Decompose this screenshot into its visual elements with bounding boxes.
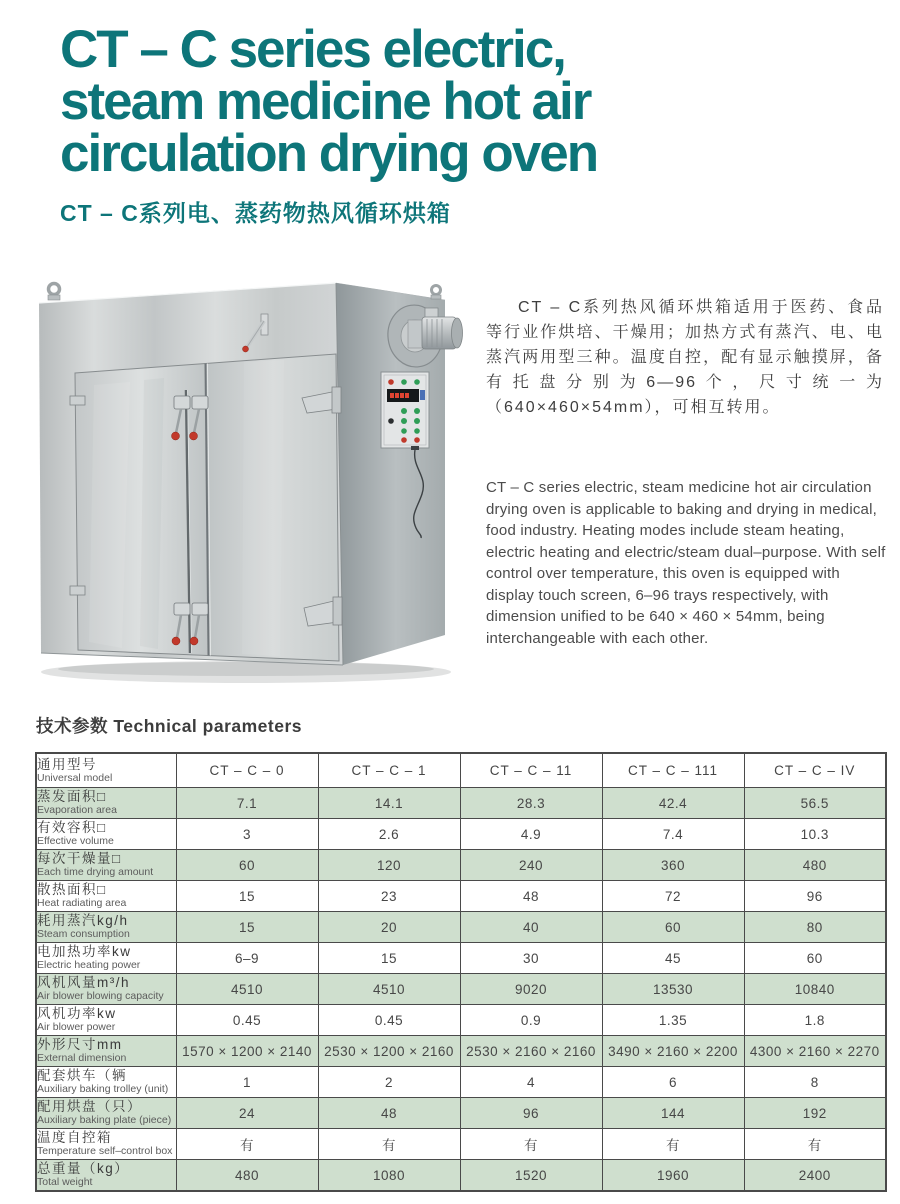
value-cell: 1960 xyxy=(602,1160,744,1192)
table-header-row xyxy=(36,753,886,788)
value-cell: 7.1 xyxy=(176,788,318,819)
row-label-cn: 配套烘车（辆 xyxy=(37,1068,127,1084)
intro-paragraph-cn: CT – C系列热风循环烘箱适用于医药、食品等行业作烘培、干燥用；加热方式有蒸汽、电、电蒸汽两用型三种。温度自控，配有显示触摸屏，备有托盘分别为6—96个，尺寸统一为（640×460×54mm），可相互转用。 xyxy=(486,299,884,416)
value-cell: 28.3 xyxy=(460,788,602,819)
value-cell: 15 xyxy=(318,943,460,974)
row-label-en: Air blower power xyxy=(37,1021,116,1034)
row-label-en: Total weight xyxy=(37,1176,93,1189)
table-row xyxy=(36,1036,886,1067)
column-header-model: CT – C – 0 xyxy=(176,753,318,788)
value-cell: 1 xyxy=(176,1067,318,1098)
row-label-cn: 散热面积□ xyxy=(37,882,107,898)
row-label xyxy=(36,1098,176,1129)
row-label-cn: 外形尺寸mm xyxy=(37,1037,123,1053)
value-cell: 120 xyxy=(318,850,460,881)
row-label xyxy=(36,850,176,881)
value-cell: 60 xyxy=(176,850,318,881)
value-cell: 有 xyxy=(602,1129,744,1160)
value-cell: 有 xyxy=(460,1129,602,1160)
value-cell: 24 xyxy=(176,1098,318,1129)
column-header-model: CT – C – 1 xyxy=(318,753,460,788)
table-row xyxy=(36,881,886,912)
row-label xyxy=(36,943,176,974)
row-label xyxy=(36,881,176,912)
value-cell: 60 xyxy=(744,943,886,974)
table-row xyxy=(36,943,886,974)
value-cell: 10.3 xyxy=(744,819,886,850)
row-label-cn: 总重量（kg） xyxy=(37,1161,130,1177)
table-row xyxy=(36,819,886,850)
value-cell: 7.4 xyxy=(602,819,744,850)
value-cell: 96 xyxy=(460,1098,602,1129)
table-row xyxy=(36,1005,886,1036)
row-label-cn: 蒸发面积□ xyxy=(37,789,107,805)
value-cell: 3490 × 2160 × 2200 xyxy=(602,1036,744,1067)
value-cell: 2530 × 1200 × 2160 xyxy=(318,1036,460,1067)
row-label-en: Effective volume xyxy=(37,835,114,848)
table-row xyxy=(36,1160,886,1192)
row-label-en: Air blower blowing capacity xyxy=(37,990,164,1003)
row-label-en: Temperature self–control box xyxy=(37,1145,173,1158)
page-title-line-2: steam medicine hot air xyxy=(60,72,591,131)
value-cell: 1520 xyxy=(460,1160,602,1192)
column-header-model: CT – C – 11 xyxy=(460,753,602,788)
row-label xyxy=(36,1129,176,1160)
value-cell: 14.1 xyxy=(318,788,460,819)
intro-paragraph-en: CT – C series electric, steam medicine hot air circulation drying oven is applicable to baking and drying in medical, food industry. Heating modes include steam heating, electric heating and electric/steam dual–purpose. With self control over temperature, this oven is equipped with display touch screen, 6–96 trays respectively, with dimension unified to be 640 × 460 × 54mm, being interchangeable with each other. xyxy=(486,479,886,647)
value-cell: 96 xyxy=(744,881,886,912)
value-cell: 3 xyxy=(176,819,318,850)
control-panel xyxy=(381,372,429,448)
value-cell: 192 xyxy=(744,1098,886,1129)
value-cell: 1.35 xyxy=(602,1005,744,1036)
value-cell: 0.45 xyxy=(176,1005,318,1036)
value-cell: 1080 xyxy=(318,1160,460,1192)
value-cell: 2 xyxy=(318,1067,460,1098)
row-label-cn: 有效容积□ xyxy=(37,820,107,836)
value-cell: 2530 × 2160 × 2160 xyxy=(460,1036,602,1067)
row-label xyxy=(36,974,176,1005)
value-cell: 0.9 xyxy=(460,1005,602,1036)
oven-illustration xyxy=(34,270,472,692)
header-label-en: Universal model xyxy=(37,771,113,784)
value-cell: 0.45 xyxy=(318,1005,460,1036)
floor-shadow xyxy=(41,661,451,683)
value-cell: 60 xyxy=(602,912,744,943)
table-row xyxy=(36,912,886,943)
value-cell: 4300 × 2160 × 2270 xyxy=(744,1036,886,1067)
row-label-cn: 温度自控箱 xyxy=(37,1130,112,1146)
row-label-cn: 电加热功率kw xyxy=(37,944,132,960)
value-cell: 480 xyxy=(744,850,886,881)
row-label-en: External dimension xyxy=(37,1052,127,1065)
value-cell: 48 xyxy=(460,881,602,912)
page-subtitle-cn: CT – C系列电、蒸药物热风循环烘箱 xyxy=(60,200,451,226)
value-cell: 4510 xyxy=(176,974,318,1005)
row-label xyxy=(36,912,176,943)
column-header-universal-model xyxy=(36,753,176,788)
table-row xyxy=(36,1098,886,1129)
product-image xyxy=(34,270,472,692)
value-cell: 23 xyxy=(318,881,460,912)
value-cell: 1570 × 1200 × 2140 xyxy=(176,1036,318,1067)
page-title-line-3: circulation drying oven xyxy=(60,124,598,183)
value-cell: 有 xyxy=(318,1129,460,1160)
value-cell: 40 xyxy=(460,912,602,943)
row-label-en: Each time drying amount xyxy=(37,866,154,879)
row-label xyxy=(36,1005,176,1036)
row-label-cn: 配用烘盘（只） xyxy=(37,1099,142,1115)
value-cell: 有 xyxy=(176,1129,318,1160)
row-label xyxy=(36,1036,176,1067)
value-cell: 1.8 xyxy=(744,1005,886,1036)
row-label xyxy=(36,819,176,850)
parameters-table-head xyxy=(36,753,886,788)
parameters-table xyxy=(35,752,887,1192)
value-cell: 10840 xyxy=(744,974,886,1005)
row-label-en: Steam consumption xyxy=(37,928,130,941)
value-cell: 9020 xyxy=(460,974,602,1005)
section-heading: 技术参数 Technical parameters xyxy=(36,716,303,736)
table-row xyxy=(36,788,886,819)
value-cell: 13530 xyxy=(602,974,744,1005)
value-cell: 56.5 xyxy=(744,788,886,819)
value-cell: 4.9 xyxy=(460,819,602,850)
row-label-cn: 每次干燥量□ xyxy=(37,851,122,867)
value-cell: 4510 xyxy=(318,974,460,1005)
value-cell: 48 xyxy=(318,1098,460,1129)
value-cell: 144 xyxy=(602,1098,744,1129)
page-title xyxy=(60,20,598,183)
row-label-en: Evaporation area xyxy=(37,804,117,817)
row-label-en: Auxiliary baking trolley (unit) xyxy=(37,1083,169,1096)
value-cell: 4 xyxy=(460,1067,602,1098)
row-label-en: Auxiliary baking plate (piece) xyxy=(37,1114,172,1127)
value-cell: 15 xyxy=(176,881,318,912)
column-header-model: CT – C – IV xyxy=(744,753,886,788)
value-cell: 2.6 xyxy=(318,819,460,850)
value-cell: 42.4 xyxy=(602,788,744,819)
header-label-cn: 通用型号 xyxy=(37,756,97,772)
value-cell: 15 xyxy=(176,912,318,943)
table-row xyxy=(36,850,886,881)
table-row xyxy=(36,1067,886,1098)
table-row xyxy=(36,1129,886,1160)
value-cell: 6 xyxy=(602,1067,744,1098)
row-label-cn: 风机风量m³/h xyxy=(37,975,130,991)
value-cell: 240 xyxy=(460,850,602,881)
row-label xyxy=(36,788,176,819)
row-label-en: Heat radiating area xyxy=(37,897,127,910)
row-label xyxy=(36,1067,176,1098)
page-title-line-1: CT – C series electric, xyxy=(60,20,565,79)
parameters-table-body xyxy=(36,788,886,1192)
value-cell: 8 xyxy=(744,1067,886,1098)
value-cell: 6–9 xyxy=(176,943,318,974)
row-label-en: Electric heating power xyxy=(37,959,141,972)
value-cell: 480 xyxy=(176,1160,318,1192)
value-cell: 30 xyxy=(460,943,602,974)
row-label xyxy=(36,1160,176,1192)
value-cell: 72 xyxy=(602,881,744,912)
value-cell: 20 xyxy=(318,912,460,943)
table-row xyxy=(36,974,886,1005)
row-label-cn: 耗用蒸汽kg/h xyxy=(37,913,129,929)
value-cell: 有 xyxy=(744,1129,886,1160)
value-cell: 80 xyxy=(744,912,886,943)
row-label-cn: 风机功率kw xyxy=(37,1006,117,1022)
column-header-model: CT – C – 111 xyxy=(602,753,744,788)
value-cell: 360 xyxy=(602,850,744,881)
value-cell: 45 xyxy=(602,943,744,974)
value-cell: 2400 xyxy=(744,1160,886,1192)
